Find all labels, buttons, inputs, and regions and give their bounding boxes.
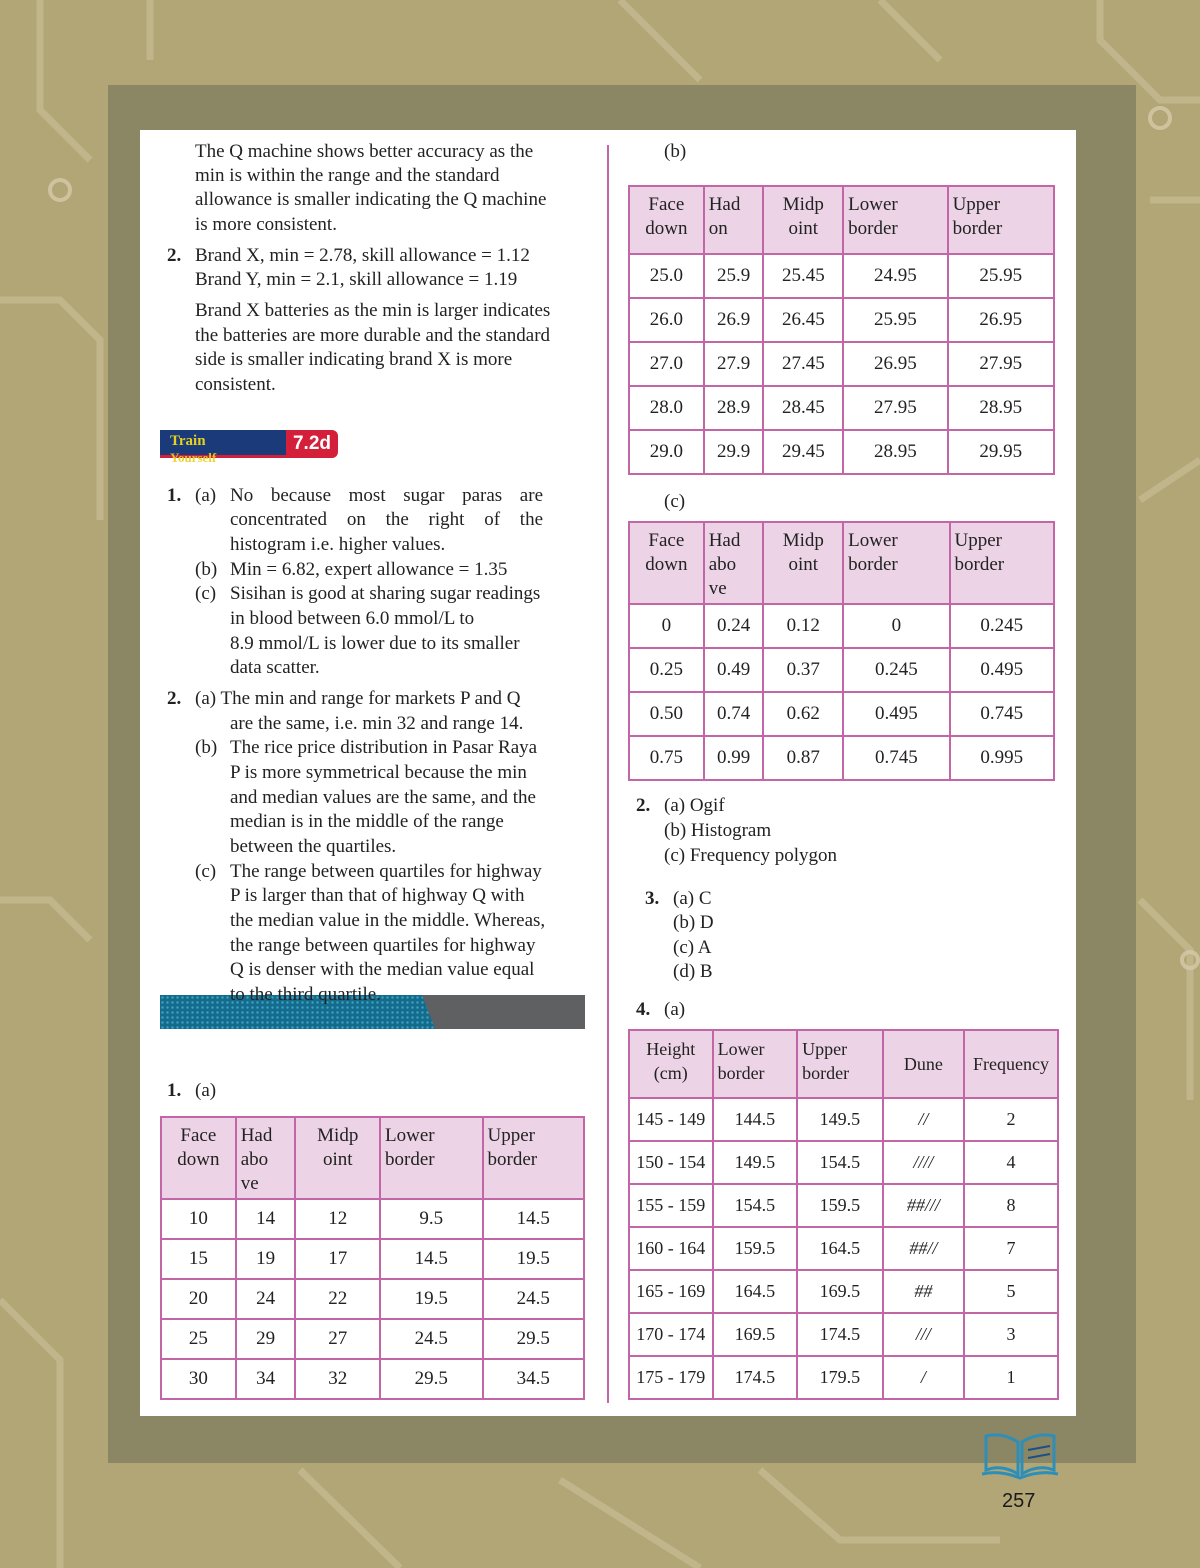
intro-line-3: allowance is smaller indicating the Q machine [195,189,547,210]
cell: 7 [964,1227,1058,1270]
table-row [629,430,1054,474]
intro-line-1: The Q machine shows better accuracy as the [195,141,534,162]
cell: 27.95 [948,342,1054,386]
train-q2c-line-5: Q is denser with the median value equal [230,959,535,980]
cell: 144.5 [713,1098,798,1141]
right-q4-number: 4. [636,999,651,1020]
cell: 26.9 [704,298,764,342]
column-divider [607,145,609,1403]
train-q1c-line-2: in blood between 6.0 mmol/L to [230,608,475,629]
col-header-upper-border: Upper border [950,522,1054,604]
cell: 19.5 [483,1239,585,1279]
cell: 0.75 [629,736,704,780]
table-row [629,254,1054,298]
train-q2a-line-2: are the same, i.e. min 32 and range 14. [230,713,524,734]
train-q2a-line-1: (a) The min and range for markets P and Q [195,688,521,709]
q2-para-line-4: consistent. [195,374,276,395]
cell: 27.45 [763,342,843,386]
table-row [629,648,1054,692]
table-row [161,1239,584,1279]
tally-cell: / [883,1356,964,1399]
cell: 0.87 [763,736,843,780]
cell: 175 - 179 [629,1356,713,1399]
col-header-had-above: Had abo ve [704,522,764,604]
q2-item-b: (b) Histogram [664,820,772,841]
right-q2-number: 2. [636,795,651,816]
table-c [628,521,1055,781]
q3-item-d: (d) B [673,961,713,982]
cell: 159.5 [713,1227,798,1270]
q2-para-line-2: the batteries are more durable and the standard [195,325,551,346]
col-header-had-above: Had abo ve [236,1117,296,1199]
cell: 29.0 [629,430,704,474]
cell: 0.12 [763,604,843,648]
cell: 0.99 [704,736,764,780]
cell: 24.5 [483,1279,585,1319]
cell: 27.9 [704,342,764,386]
table-row [161,1359,584,1399]
cell: 15 [161,1239,236,1279]
train-q2c-line-2: P is larger than that of highway Q with [230,885,525,906]
cell: 0.24 [704,604,764,648]
cell: 27 [295,1319,380,1359]
train-q1c-line-1: Sisihan is good at sharing sugar readings [230,583,541,604]
cell: 0.745 [843,736,949,780]
cell: 29.5 [483,1319,585,1359]
cell: 160 - 164 [629,1227,713,1270]
col-header-upper-border: Upper border [797,1030,883,1098]
cell: 25.95 [843,298,947,342]
right-q3-number: 3. [645,888,660,909]
tally-cell: ##// [883,1227,964,1270]
cell: 32 [295,1359,380,1399]
brand-x-line: Brand X, min = 2.78, skill allowance = 1.12 [195,245,530,266]
cell: 28.0 [629,386,704,430]
cell: 0 [843,604,949,648]
train-q2c-line-3: the median value in the middle. Whereas, [230,910,546,931]
cell: 26.45 [763,298,843,342]
cell: 28.45 [763,386,843,430]
train-q2c-line-6: to the third quartile. [230,984,381,1005]
cell: 1 [964,1356,1058,1399]
cell: 5 [964,1270,1058,1313]
q4-label-a: (a) [664,999,686,1020]
cell: 9.5 [380,1199,482,1239]
train-q2c-line-4: the range between quartiles for highway [230,935,536,956]
table-row [629,386,1054,430]
table-row [629,692,1054,736]
cell: 164.5 [713,1270,798,1313]
cell: 174.5 [797,1313,883,1356]
table-1a [160,1116,585,1400]
cell: 27.95 [843,386,947,430]
cell: 174.5 [713,1356,798,1399]
cell: 25.0 [629,254,704,298]
col-header-face-down: Face down [161,1117,236,1199]
train-q2b-line-4: median is in the middle of the range [230,811,504,832]
cell: 149.5 [797,1098,883,1141]
cell: 14.5 [380,1239,482,1279]
table-row [629,1141,1058,1184]
cell: 24.95 [843,254,947,298]
cell: 0.495 [843,692,949,736]
cell: 0.74 [704,692,764,736]
train-q1-number: 1. [167,485,182,506]
table-row [629,1184,1058,1227]
cell: 14 [236,1199,296,1239]
cell: 26.0 [629,298,704,342]
cell: 14.5 [483,1199,585,1239]
col-header-frequency: Frequency [964,1030,1058,1098]
tally-cell: ##/// [883,1184,964,1227]
badge-label: Train [170,433,206,449]
cell: 19 [236,1239,296,1279]
cell: 159.5 [797,1184,883,1227]
train-q1b-label: (b) [195,559,218,580]
brand-y-line: Brand Y, min = 2.1, skill allowance = 1.19 [195,269,518,290]
table-b [628,185,1055,475]
tally-cell: //// [883,1141,964,1184]
cell: 29.9 [704,430,764,474]
cell: 0.745 [950,692,1054,736]
col-header-lower-border: Lower border [843,186,947,254]
train-q2b-line-5: between the quartiles. [230,836,397,857]
cell: 164.5 [797,1227,883,1270]
cell: 25 [161,1319,236,1359]
q3-item-a: (a) C [673,888,712,909]
table-row [629,1270,1058,1313]
train-q2b-label: (b) [195,737,218,758]
cell: 22 [295,1279,380,1319]
table-row [161,1279,584,1319]
train-q1b-line-1: Min = 6.82, expert allowance = 1.35 [230,559,508,580]
tally-cell: // [883,1098,964,1141]
train-q1a-line-2: concentrated on the right of the [230,509,543,530]
cell: 2 [964,1098,1058,1141]
mastery-q1a-label: (a) [195,1080,217,1101]
badge-code: 7.2d [286,430,338,458]
col-header-face-down: Face down [629,522,704,604]
cell: 24.5 [380,1319,482,1359]
table-row [629,342,1054,386]
cell: 25.45 [763,254,843,298]
label-b: (b) [664,141,687,162]
cell: 29.95 [948,430,1054,474]
cell: 28.9 [704,386,764,430]
table-row [629,1227,1058,1270]
intro-line-2: min is within the range and the standard [195,165,500,186]
tally-cell: /// [883,1313,964,1356]
col-header-midpoint: Midp oint [763,186,843,254]
cell: 0.49 [704,648,764,692]
q2-item-a: (a) Ogif [664,795,725,816]
table-row [629,298,1054,342]
col-header-face-down: Face down [629,186,704,254]
table-row [629,1313,1058,1356]
cell: 169.5 [797,1270,883,1313]
train-q1c-line-3: 8.9 mmol/L is lower due to its smaller [230,633,520,654]
cell: 10 [161,1199,236,1239]
table-row [629,1098,1058,1141]
cell: 17 [295,1239,380,1279]
cell: 27.0 [629,342,704,386]
table-row [629,1356,1058,1399]
cell: 8 [964,1184,1058,1227]
col-header-upper-border: Upper border [483,1117,585,1199]
cell: 29 [236,1319,296,1359]
cell: 30 [161,1359,236,1399]
table-row [629,604,1054,648]
col-header-lower-border: Lower border [380,1117,482,1199]
cell: 29.5 [380,1359,482,1399]
cell: 169.5 [713,1313,798,1356]
train-q2b-line-1: The rice price distribution in Pasar Raya [230,737,538,758]
col-header-lower-border: Lower border [843,522,949,604]
train-q1c-line-4: data scatter. [230,657,320,678]
q2-para-line-1: Brand X batteries as the min is larger indicates [195,300,551,321]
train-q2c-line-1: The range between quartiles for highway [230,861,542,882]
cell: 12 [295,1199,380,1239]
book-icon [980,1430,1060,1482]
question-2-number: 2. [167,245,182,266]
q2-para-line-3: side is smaller indicating brand X is more [195,349,513,370]
train-yourself-badge [160,430,338,465]
cell: 3 [964,1313,1058,1356]
cell: 0.245 [843,648,949,692]
cell: 165 - 169 [629,1270,713,1313]
cell: 0.495 [950,648,1054,692]
cell: 24 [236,1279,296,1319]
cell: 0.62 [763,692,843,736]
cell: 155 - 159 [629,1184,713,1227]
cell: 0.245 [950,604,1054,648]
col-header-midpoint: Midp oint [763,522,843,604]
cell: 0.50 [629,692,704,736]
table-4a [628,1029,1059,1400]
q2-item-c: (c) Frequency polygon [664,845,838,866]
page-number: 257 [1002,1490,1036,1512]
train-q1a-line-3: histogram i.e. higher values. [230,534,446,555]
q3-item-b: (b) D [673,912,714,933]
q3-item-c: (c) A [673,937,712,958]
table-row [161,1199,584,1239]
label-c: (c) [664,491,686,512]
col-header-midpoint: Midp oint [295,1117,380,1199]
cell: 150 - 154 [629,1141,713,1184]
cell: 28.95 [948,386,1054,430]
cell: 170 - 174 [629,1313,713,1356]
cell: 154.5 [713,1184,798,1227]
cell: 25.9 [704,254,764,298]
badge-label-box [160,430,286,465]
train-q2c-label: (c) [195,861,217,882]
cell: 149.5 [713,1141,798,1184]
cell: 34 [236,1359,296,1399]
col-header-dune: Dune [883,1030,964,1098]
cell: 19.5 [380,1279,482,1319]
train-q2-number: 2. [167,688,182,709]
document-page [140,130,1076,1416]
cell: 0.995 [950,736,1054,780]
col-header-had-on: Had on [704,186,764,254]
train-q1c-label: (c) [195,583,217,604]
train-q1a-line-1: No because most sugar paras are [230,485,543,506]
cell: 145 - 149 [629,1098,713,1141]
cell: 0 [629,604,704,648]
badge-sublabel: Yourself [170,450,217,465]
col-header-height: Height (cm) [629,1030,713,1098]
train-q2b-line-2: P is more symmetrical because the min [230,762,527,783]
intro-line-4: is more consistent. [195,214,337,235]
mastery-q1-number: 1. [167,1080,182,1101]
cell: 0.25 [629,648,704,692]
cell: 29.45 [763,430,843,474]
cell: 4 [964,1141,1058,1184]
cell: 179.5 [797,1356,883,1399]
col-header-lower-border: Lower border [713,1030,798,1098]
cell: 25.95 [948,254,1054,298]
train-q2b-line-3: and median values are the same, and the [230,787,536,808]
cell: 26.95 [843,342,947,386]
cell: 0.37 [763,648,843,692]
table-row [161,1319,584,1359]
cell: 26.95 [948,298,1054,342]
train-q1a-label: (a) [195,485,217,506]
tally-cell: ## [883,1270,964,1313]
cell: 20 [161,1279,236,1319]
table-row [629,736,1054,780]
cell: 154.5 [797,1141,883,1184]
col-header-upper-border: Upper border [948,186,1054,254]
cell: 28.95 [843,430,947,474]
cell: 34.5 [483,1359,585,1399]
